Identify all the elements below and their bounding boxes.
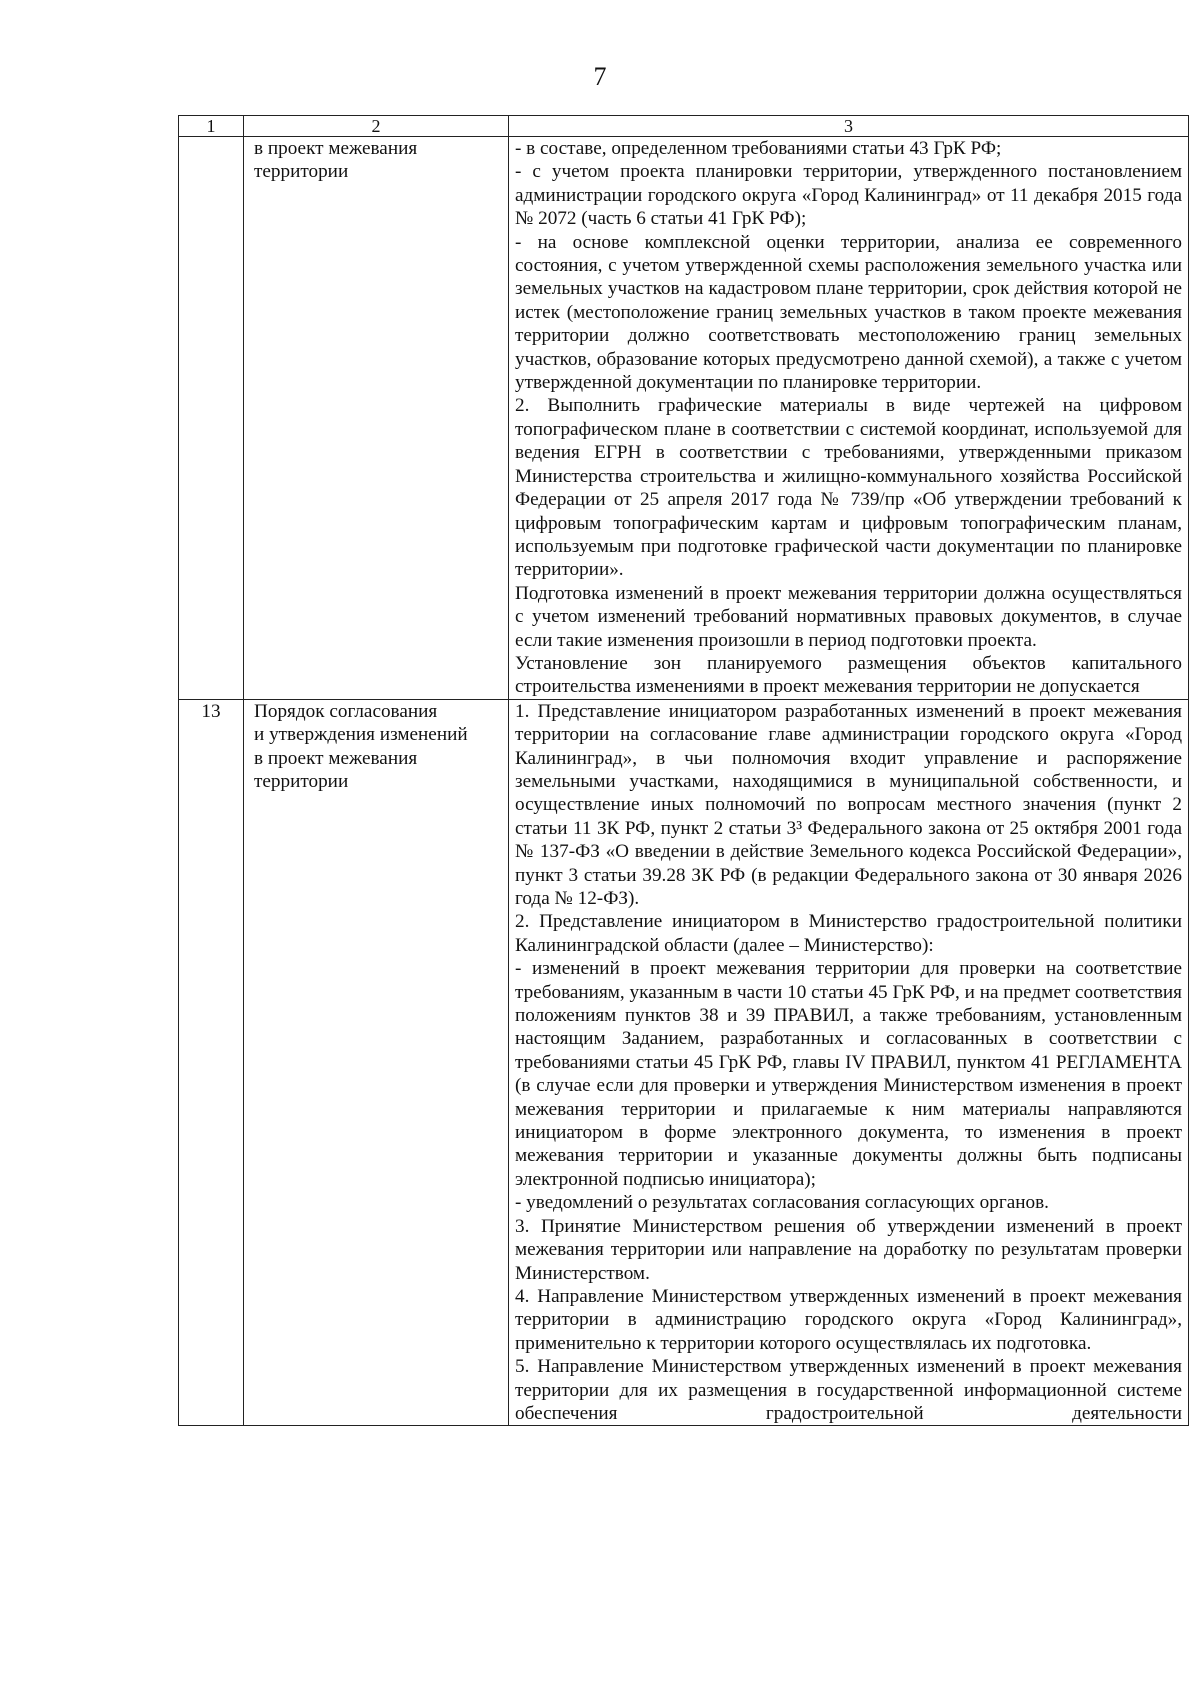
header-col-3: 3 [509,116,1189,137]
row-title [244,699,509,1426]
content-paragraph: 5. Направление Министерством утвержденных изменений в проект межевания территории для их размещения в государственной информационной системе обеспечения градостроительной деятельности [515,1356,1182,1424]
row-content [509,699,1189,1426]
document-table [178,115,1189,1426]
content-paragraph: - с учетом проекта планировки территории, утвержденного постановлением администрации городского округа «Город Калининград» от 11 декабря 2015 года № 2072 (часть 6 статьи 41 ГрК РФ); [515,161,1182,230]
row-title-line: Порядок согласования [254,700,438,722]
row-number: 13 [179,699,244,1426]
row-title-line: территории [254,770,349,792]
row-content [509,137,1189,700]
content-paragraph: Подготовка изменений в проект межевания территории должна осуществляться с учетом изменений требований нормативных правовых документов, в случае если такие изменения произошли в период подготовки проекта. [515,582,1182,651]
content-paragraph: - уведомлений о результатах согласования согласующих органов. [515,1192,1049,1214]
content-paragraph: - в составе, определенном требованиями статьи 43 ГрК РФ; [515,138,1002,159]
page-number: 7 [593,62,607,91]
row-title [244,137,509,700]
row-title-line: и утверждения изменений [254,724,468,746]
content-paragraph: 4. Направление Министерством утвержденных изменений в проект межевания территории в администрацию городского округа «Город Калининград», применительно к территории которого осуществлялась их подготовка. [515,1285,1182,1354]
header-col-1: 1 [179,116,244,137]
content-paragraph: 2. Выполнить графические материалы в виде чертежей на цифровом топографическом плане в соответствии с системой координат, используемой для ведения ЕГРН в соответствии с требованиями, утвержденными приказом Министерства строительства и жилищно-коммунального хозяйства Российской Федерации от 25 апреля 2017 года № 739/пр «Об утверждении требований к цифровым топографическим картам и цифровым топографическим планам, используемым при подготовке графической части документации по планировке территории». [515,395,1182,581]
table-header-row [179,116,1189,137]
content-paragraph: 3. Принятие Министерством решения об утверждении изменений в проект межевания территории или направление на доработку по результатам проверки Министерством. [515,1215,1182,1284]
row-title-line: в проект межевания [254,138,418,159]
table-row [179,137,1189,700]
content-paragraph: - на основе комплексной оценки территории, анализа ее современного состояния, с учетом утвержденной схемы расположения земельного участка или земельных участков на кадастровом плане территории, срок действия которой не истек (местоположение границ земельных участков в таком проекте межевания территории должно соответствовать местоположению границ земельных участков, образование которых предусмотрено данной схемой), а также с учетом утвержденной документации по планировке территории. [515,231,1182,394]
header-col-2: 2 [244,116,509,137]
content-paragraph: - изменений в проект межевания территории для проверки на соответствие требованиям, указанным в части 10 статьи 45 ГрК РФ, и на предмет соответствия положениям пунктов 38 и 39 ПРАВИЛ, а также требованиям, установленным настоящим Заданием, разработанных и согласованных в соответствии с требованиями статьи 45 ГрК РФ, главы IV ПРАВИЛ, пунктом 41 РЕГЛАМЕНТА (в случае если для проверки и утверждения Министерством изменения в проект межевания территории и прилагаемые к ним материалы направляются инициатором в форме электронного документа, то изменения в проект межевания территории и указанные документы должны быть подписаны электронной подписью инициатора); [515,958,1182,1190]
table-row [179,699,1189,1426]
row-number [179,137,244,700]
content-paragraph: 1. Представление инициатором разработанных изменений в проект межевания территории на согласование главе администрации городского округа «Город Калининград», в чьи полномочия входит управление и распоряжение земельными участками, находящимися в муниципальной собственности, и осуществление иных полномочий по вопросам местного значения (пункт 2 статьи 11 ЗК РФ, пункт 2 статьи 3³ Федерального закона от 25 октября 2001 года № 137-ФЗ «О введении в действие Земельного кодекса Российской Федерации», пункт 3 статьи 39.28 ЗК РФ (в редакции Федерального закона от 30 января 2026 года № 12-ФЗ). [515,700,1182,909]
content-paragraph: Установление зон планируемого размещения объектов капитального строительства изменениями в проект межевания территории не допускается [515,652,1182,698]
row-title-line: в проект межевания [254,747,418,769]
content-paragraph: 2. Представление инициатором в Министерство градостроительной политики Калининградской области (далее – Министерство): [515,911,1182,956]
row-title-line: территории [254,161,349,183]
